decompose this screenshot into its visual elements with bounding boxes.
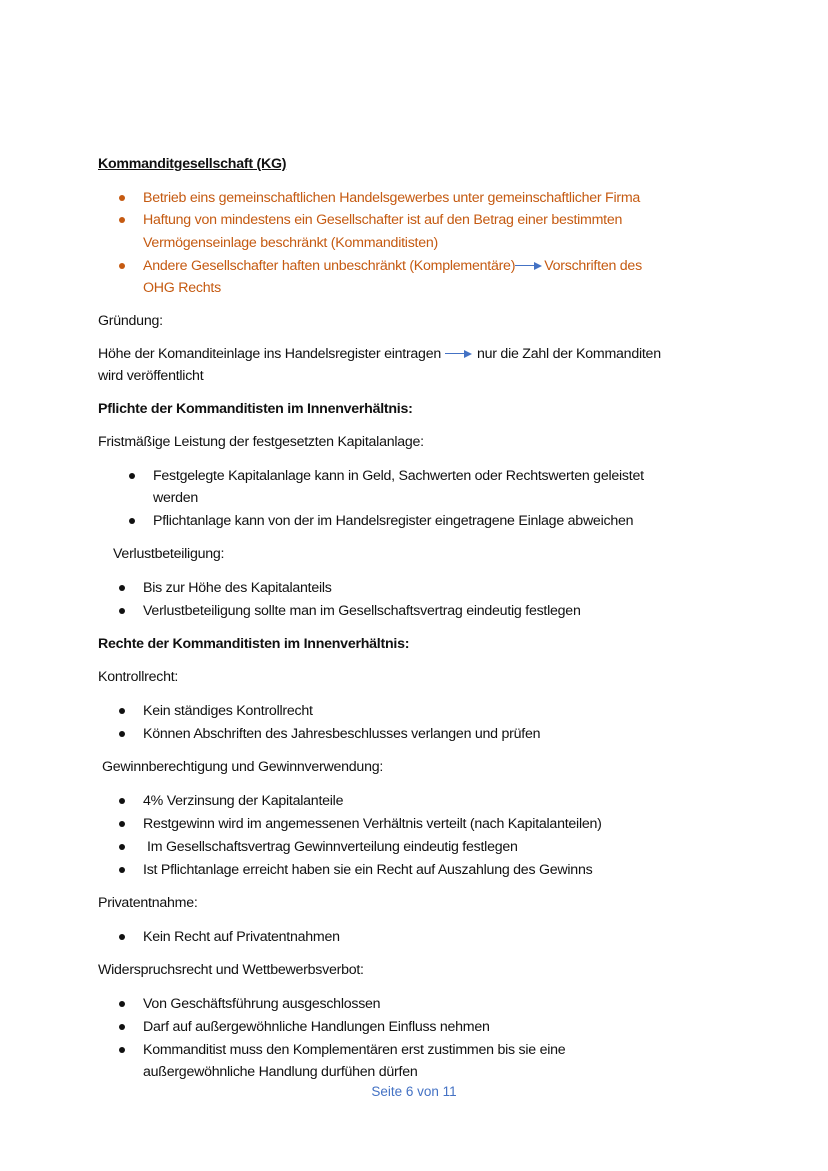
bullet-icon — [119, 1047, 125, 1053]
bullet-icon — [119, 195, 125, 201]
section-label-gruendung: Gründung: — [98, 313, 163, 329]
bullet-icon — [119, 844, 125, 850]
bullet-icon — [119, 934, 125, 940]
bullet-icon — [119, 731, 125, 737]
bullet-icon — [119, 608, 125, 614]
bullet-icon — [119, 708, 125, 714]
bullet-icon — [119, 1001, 125, 1007]
section-heading-pflichten: Pflichte der Kommanditisten im Innenverhältnis: — [98, 401, 413, 417]
section-label-leistung: Fristmäßige Leistung der festgesetzten Kapitalanlage: — [98, 434, 424, 450]
bullet-icon — [119, 585, 125, 591]
bullet-icon — [119, 263, 125, 269]
paragraph: Höhe der Komanditeinlage ins Handelsregister eintragen nur die Zahl der Kommanditen — [98, 346, 661, 362]
list-item-continuation: außergewöhnliche Handlung durfühen dürfen — [143, 1064, 418, 1080]
bullet-icon — [129, 518, 135, 524]
page-title: Kommanditgesellschaft (KG) — [98, 156, 287, 172]
section-heading-rechte: Rechte der Kommanditisten im Innenverhältnis: — [98, 636, 410, 652]
bullet-icon — [119, 821, 125, 827]
section-label-privatentnahme: Privatentnahme: — [98, 895, 198, 911]
list-item-continuation: OHG Rechts — [143, 280, 221, 296]
section-label-kontrollrecht: Kontrollrecht: — [98, 669, 179, 685]
arrow-right-icon — [445, 349, 473, 359]
page-number-footer: Seite 6 von 11 — [371, 1084, 457, 1099]
bullet-icon — [129, 473, 135, 479]
section-label-verlust: Verlustbeteiligung: — [113, 546, 225, 562]
bullet-icon — [119, 217, 125, 223]
bullet-icon — [119, 867, 125, 873]
paragraph-continuation: wird veröffentlicht — [98, 368, 204, 384]
section-label-widerspruch: Widerspruchsrecht und Wettbewerbsverbot: — [98, 962, 364, 978]
bullet-icon — [119, 798, 125, 804]
section-label-gewinn: Gewinnberechtigung und Gewinnverwendung: — [102, 759, 384, 775]
arrow-right-icon — [515, 261, 543, 271]
list-item-continuation: Vermögenseinlage beschränkt (Kommanditisten) — [143, 235, 438, 251]
bullet-icon — [119, 1024, 125, 1030]
list-item-continuation: werden — [153, 490, 199, 506]
